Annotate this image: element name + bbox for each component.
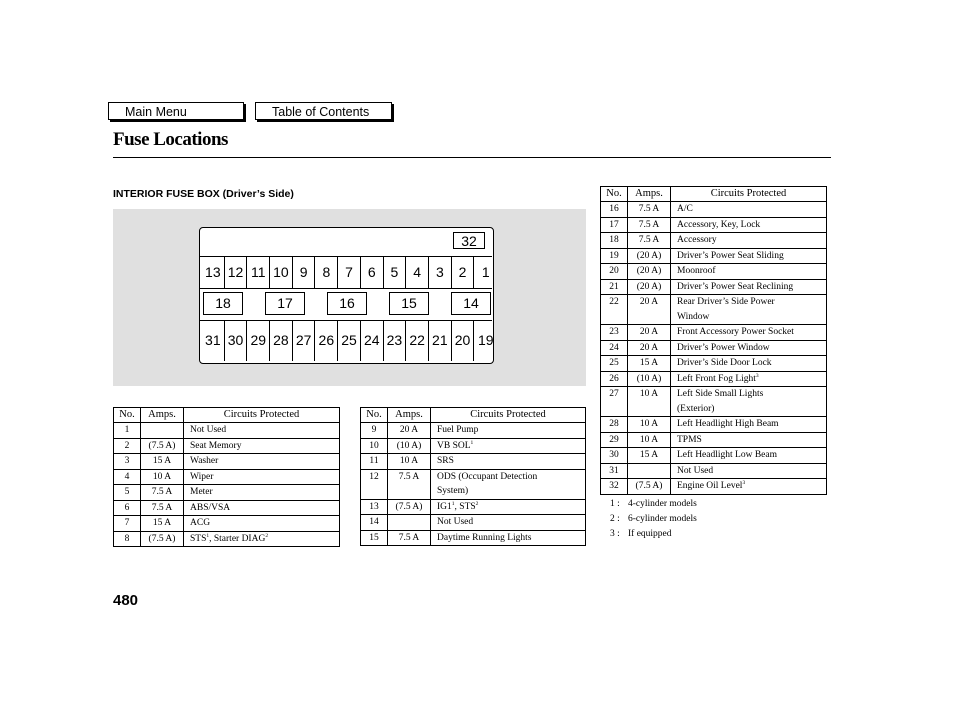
table-row: [601, 356, 827, 372]
fuse-amps: 20 A: [628, 340, 671, 356]
footnote-text: 6-cylinder models: [628, 514, 697, 524]
fuse-16: 16: [327, 292, 367, 315]
footnote-ref: 2: [475, 500, 479, 507]
circuit-protected: [184, 454, 340, 470]
fuse-number: 6: [114, 500, 141, 516]
fuse-28: 28: [270, 320, 293, 361]
header-circuits: Circuits Protected: [671, 187, 827, 202]
circuit-protected: [431, 469, 586, 499]
fuse-amps: (10 A): [628, 371, 671, 387]
table-row: [601, 264, 827, 280]
table-row: [601, 340, 827, 356]
footnote-ref: 1: [206, 532, 210, 539]
header-no: No.: [601, 187, 628, 202]
circuit-text: Left Front Fog Light: [677, 373, 756, 384]
fuse-amps: (7.5 A): [388, 499, 431, 515]
circuit-text: Left Headlight High Beam: [677, 419, 779, 429]
fuse-amps: 15 A: [628, 356, 671, 372]
fuse-number: 18: [601, 233, 628, 249]
fuse-amps: 7.5 A: [388, 530, 431, 546]
fuse-amps: 7.5 A: [141, 485, 184, 501]
fuse-4: 4: [406, 256, 429, 288]
fuse-31: 31: [202, 320, 225, 361]
circuit-protected: [671, 387, 827, 417]
fuse-32: 32: [453, 232, 485, 249]
fuse-amps: 10 A: [388, 454, 431, 470]
footnote-key: 1 :: [610, 499, 620, 509]
fuse-11: 11: [247, 256, 270, 288]
fuse-amps: 20 A: [628, 325, 671, 341]
fuse-amps: 20 A: [388, 423, 431, 439]
fuse-number: 8: [114, 531, 141, 547]
circuit-protected: [184, 438, 340, 454]
circuit-text: Not Used: [677, 465, 714, 476]
fuse-number: 32: [601, 479, 628, 495]
fuse-1: 1: [481, 264, 490, 280]
fuse-number: 25: [601, 356, 628, 372]
circuit-text: Driver’s Power Window: [677, 342, 770, 353]
fuse-8: 8: [316, 256, 339, 288]
fuse-2: 2: [452, 256, 475, 288]
circuit-text: ABS/VSA: [190, 502, 231, 513]
fuse-amps: 10 A: [141, 469, 184, 485]
fuse-amps: (20 A): [628, 264, 671, 280]
fuse-number: 10: [361, 438, 388, 454]
circuit-text: TPMS: [677, 434, 702, 445]
fuse-21: 21: [429, 320, 452, 361]
circuit-protected: [671, 202, 827, 218]
table-row: [361, 499, 586, 515]
fuse-27: 27: [293, 320, 316, 361]
circuit-protected: [431, 438, 586, 454]
page-title: Fuse Locations: [113, 129, 228, 150]
circuit-protected: [184, 469, 340, 485]
fuse-22: 22: [406, 320, 429, 361]
fuse-amps: 7.5 A: [628, 202, 671, 218]
header-no: No.: [114, 408, 141, 423]
title-divider: [113, 157, 831, 158]
table-row: [114, 438, 340, 454]
fuse-amps: [628, 463, 671, 479]
fuse-24: 24: [361, 320, 384, 361]
circuit-text: A/C: [677, 204, 693, 214]
fuse-number: 7: [114, 516, 141, 532]
fuse-number: 30: [601, 448, 628, 464]
table-row: [361, 438, 586, 454]
header-amps: Amps.: [628, 187, 671, 202]
fuse-number: 31: [601, 463, 628, 479]
circuit-text: SRS: [437, 456, 454, 466]
fuse-15: 15: [389, 292, 429, 315]
circuit-text: Fuel Pump: [437, 425, 479, 435]
fuse-number: 26: [601, 371, 628, 387]
header-no: No.: [361, 408, 388, 423]
fuse-7: 7: [338, 256, 361, 288]
fuse-6: 6: [361, 256, 384, 288]
fuse-amps: [141, 423, 184, 439]
fuse-number: 2: [114, 438, 141, 454]
table-row: [114, 500, 340, 516]
table-row: [601, 233, 827, 249]
fuse-amps: 15 A: [628, 448, 671, 464]
footnote: [610, 497, 697, 512]
footnote-ref: 3: [755, 372, 759, 379]
fuse-amps: 7.5 A: [628, 233, 671, 249]
footnote-text: 4-cylinder models: [628, 499, 697, 509]
circuit-protected: [671, 356, 827, 372]
fuse-25: 25: [338, 320, 361, 361]
fuse-amps: 10 A: [628, 417, 671, 433]
fuse-number: 14: [361, 515, 388, 531]
table-header-row: [361, 408, 586, 423]
circuit-protected: [671, 479, 827, 495]
fuse-14: 14: [451, 292, 491, 315]
table-header-row: [114, 408, 340, 423]
fuse-number: 21: [601, 279, 628, 295]
fuse-number: 13: [361, 499, 388, 515]
circuit-text: Left Headlight Low Beam: [677, 450, 777, 460]
fuse-number: 17: [601, 217, 628, 233]
circuit-text: ACG: [190, 518, 211, 528]
footnote-key: 2 :: [610, 514, 620, 524]
circuit-text: (Exterior): [677, 403, 715, 414]
fuse-table-2: [360, 407, 586, 546]
fuse-number: 27: [601, 387, 628, 417]
circuit-text: Window: [677, 311, 710, 322]
circuit-protected: [431, 499, 586, 515]
circuit-protected: [671, 340, 827, 356]
table-row: [114, 516, 340, 532]
fuse-amps: (20 A): [628, 248, 671, 264]
fuse-amps: (7.5 A): [628, 479, 671, 495]
fuse-number: 11: [361, 454, 388, 470]
circuit-text: Driver’s Side Door Lock: [677, 358, 772, 368]
circuit-text: Meter: [190, 487, 213, 497]
table-row: [114, 469, 340, 485]
page-number: 480: [113, 592, 139, 609]
table-row: [601, 387, 827, 417]
fuse-number: 22: [601, 295, 628, 325]
circuit-protected: [671, 295, 827, 325]
circuit-protected: [431, 515, 586, 531]
footnotes: [610, 497, 697, 542]
fuse-table-1: [113, 407, 340, 547]
fuse-number: 29: [601, 432, 628, 448]
footnote: [610, 512, 697, 527]
circuit-text: ODS (Occupant Detection: [437, 471, 538, 482]
table-row: [361, 469, 586, 499]
circuit-protected: [671, 233, 827, 249]
header-circuits: Circuits Protected: [431, 408, 586, 423]
table-of-contents-button[interactable]: Table of Contents: [255, 102, 392, 120]
table-row: [361, 423, 586, 439]
fuse-30: 30: [225, 320, 248, 361]
table-row: [601, 463, 827, 479]
circuit-text: Front Accessory Power Socket: [677, 327, 794, 337]
fuse-9: 9: [293, 256, 316, 288]
fuse-table-3: [600, 186, 827, 495]
fuse-19: 19: [477, 332, 494, 348]
table-row: [114, 531, 340, 547]
circuit-text: Not Used: [190, 425, 227, 435]
circuit-text: IG1: [437, 501, 452, 512]
circuit-text: Accessory, Key, Lock: [677, 219, 761, 230]
table-row: [601, 448, 827, 464]
table-row: [601, 417, 827, 433]
circuit-protected: [431, 530, 586, 546]
fuse-23: 23: [384, 320, 407, 361]
fuse-29: 29: [247, 320, 270, 361]
fuse-number: 16: [601, 202, 628, 218]
circuit-text: Daytime Running Lights: [437, 532, 532, 543]
table-row: [601, 371, 827, 387]
circuit-text: Wiper: [190, 471, 214, 482]
fuse-amps: 7.5 A: [628, 217, 671, 233]
circuit-text: Left Side Small Lights: [677, 389, 764, 399]
diagram-divider: [200, 288, 492, 289]
fuse-amps: 20 A: [628, 295, 671, 325]
table-row: [114, 454, 340, 470]
table-row: [601, 325, 827, 341]
fuse-number: 23: [601, 325, 628, 341]
fuse-amps: (20 A): [628, 279, 671, 295]
table-row: [601, 279, 827, 295]
fuse-18: 18: [203, 292, 243, 315]
fuse-number: 19: [601, 248, 628, 264]
fuse-amps: 7.5 A: [141, 500, 184, 516]
fuse-3: 3: [429, 256, 452, 288]
fuse-5: 5: [384, 256, 407, 288]
circuit-protected: [431, 423, 586, 439]
circuit-text: Accessory: [677, 235, 717, 245]
table-row: [601, 432, 827, 448]
footnote-text: If equipped: [628, 529, 672, 539]
circuit-text: , STS: [454, 501, 476, 512]
circuit-text: Driver’s Power Seat Sliding: [677, 250, 784, 261]
circuit-text: Engine Oil Level: [677, 481, 743, 491]
fuse-number: 1: [114, 423, 141, 439]
fuse-number: 24: [601, 340, 628, 356]
circuit-protected: [184, 423, 340, 439]
circuit-text: Rear Driver’s Side Power: [677, 297, 775, 307]
circuit-protected: [671, 432, 827, 448]
circuit-text: Not Used: [437, 517, 474, 527]
table-row: [361, 515, 586, 531]
footnote: [610, 527, 697, 542]
table-header-row: [601, 187, 827, 202]
circuit-text: Washer: [190, 456, 219, 466]
main-menu-button[interactable]: Main Menu: [108, 102, 244, 120]
fuse-number: 9: [361, 423, 388, 439]
fuse-number: 4: [114, 469, 141, 485]
circuit-text: Moonroof: [677, 266, 716, 276]
circuit-protected: [671, 371, 827, 387]
fuse-20: 20: [452, 320, 475, 361]
circuit-text: VB SOL: [437, 440, 471, 451]
header-amps: Amps.: [141, 408, 184, 423]
fuse-number: 3: [114, 454, 141, 470]
circuit-text: Driver’s Power Seat Reclining: [677, 281, 794, 292]
fuse-amps: (7.5 A): [141, 531, 184, 547]
table-row: [601, 202, 827, 218]
circuit-text: , Starter DIAG: [209, 533, 266, 544]
table-row: [361, 530, 586, 546]
table-row: [114, 423, 340, 439]
fuse-17: 17: [265, 292, 305, 315]
circuit-protected: [671, 248, 827, 264]
fuse-amps: 10 A: [628, 387, 671, 417]
table-row: [601, 479, 827, 495]
header-circuits: Circuits Protected: [184, 408, 340, 423]
fuse-number: 12: [361, 469, 388, 499]
fuse-amps: 15 A: [141, 454, 184, 470]
circuit-protected: [671, 417, 827, 433]
table-row: [114, 485, 340, 501]
fuse-amps: (7.5 A): [141, 438, 184, 454]
fuse-number: 28: [601, 417, 628, 433]
header-amps: Amps.: [388, 408, 431, 423]
fuse-number: 15: [361, 530, 388, 546]
fuse-box-diagram: [199, 227, 494, 364]
footnote-ref: 3: [742, 479, 746, 486]
circuit-protected: [671, 279, 827, 295]
table-row: [601, 217, 827, 233]
circuit-protected: [671, 325, 827, 341]
circuit-protected: [184, 500, 340, 516]
table-row: [601, 295, 827, 325]
circuit-protected: [671, 448, 827, 464]
circuit-text: Seat Memory: [190, 440, 242, 451]
footnote-ref: 1: [470, 439, 474, 446]
circuit-protected: [671, 217, 827, 233]
circuit-protected: [184, 531, 340, 547]
table-row: [361, 454, 586, 470]
fuse-number: 5: [114, 485, 141, 501]
fuse-12: 12: [225, 256, 248, 288]
circuit-protected: [184, 516, 340, 532]
circuit-protected: [671, 463, 827, 479]
circuit-protected: [671, 264, 827, 280]
footnote-ref: 1: [451, 500, 455, 507]
footnote-key: 3 :: [610, 529, 620, 539]
table-row: [601, 248, 827, 264]
fuse-26: 26: [316, 320, 339, 361]
fuse-amps: 10 A: [628, 432, 671, 448]
fuse-amps: 15 A: [141, 516, 184, 532]
fuse-10: 10: [270, 256, 293, 288]
section-title: INTERIOR FUSE BOX (Driver’s Side): [113, 188, 294, 200]
circuit-protected: [184, 485, 340, 501]
fuse-13: 13: [202, 256, 225, 288]
circuit-text: System): [437, 486, 469, 496]
fuse-number: 20: [601, 264, 628, 280]
circuit-protected: [431, 454, 586, 470]
footnote-ref: 2: [265, 532, 269, 539]
circuit-text: STS: [190, 533, 207, 544]
fuse-amps: (10 A): [388, 438, 431, 454]
fuse-amps: 7.5 A: [388, 469, 431, 499]
fuse-amps: [388, 515, 431, 531]
